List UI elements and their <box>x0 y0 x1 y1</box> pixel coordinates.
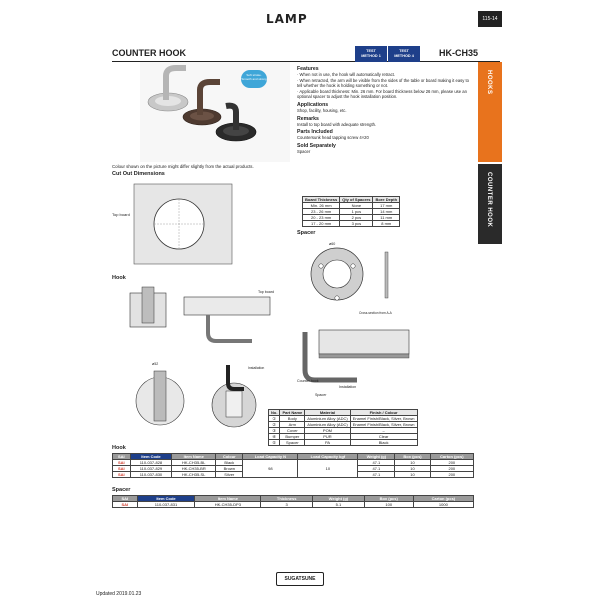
item-name: HK-CH35-DP3 <box>195 502 261 508</box>
sai-badge: SAI <box>113 466 131 472</box>
table-cell: 23 - 26 mm <box>303 209 340 215</box>
dim-52-label: ø52 <box>152 362 159 366</box>
col-header: No. <box>269 410 280 416</box>
remarks-text: Install to top board with adequate strength. <box>297 121 377 127</box>
category-tab[interactable] <box>478 62 502 162</box>
table-cell: ② <box>269 422 280 428</box>
method-4-line1: TEST <box>399 49 409 53</box>
load-capacity-n: 98 <box>243 460 298 478</box>
table-cell: Black <box>350 440 417 446</box>
item-carton: 200 <box>430 472 473 478</box>
item-name: HK-CH35-BL <box>172 460 216 466</box>
item-colour: Silver <box>216 472 243 478</box>
col-header: Weight (g) <box>313 496 365 502</box>
item-carton: 1000 <box>413 502 473 508</box>
col-header: SAI <box>113 496 138 502</box>
load-capacity-kgf: 10 <box>298 460 358 478</box>
feature-item: · When not in use, the hook will automatically retract. <box>297 72 395 77</box>
table-cell: 2 pcs <box>340 215 373 221</box>
features-heading: Features <box>297 66 319 72</box>
test-method-4-badge <box>388 46 420 62</box>
feature-item: · Applicable board thickness: Min. 26 mm. For board thickness below 26 mm, please use an optional spacer to adjust the hook installation position. <box>297 88 467 100</box>
sold-separately-heading: Sold Separately <box>297 142 336 149</box>
dim-60-label: ø60 <box>329 242 336 246</box>
table-cell: None <box>340 203 373 209</box>
cutout-drawing <box>112 180 288 272</box>
table-cell: ① <box>269 416 280 422</box>
model-number: HK-CH35 <box>439 48 479 58</box>
item-colour: Brown <box>216 466 243 472</box>
item-colour: Black <box>216 460 243 466</box>
parts-text: Countersunk head tapping screw 4×20 <box>297 135 369 141</box>
brand-logo: LAMP <box>266 12 308 26</box>
table-row <box>269 440 418 446</box>
col-header: Carton (pcs) <box>413 496 473 502</box>
hooks-illustration <box>140 62 290 162</box>
item-name: HK-CH35-BR <box>172 466 216 472</box>
method-1-line1: TEST <box>366 49 376 53</box>
installation-label: Installation <box>248 366 265 370</box>
col-header: Box (pcs) <box>364 496 413 502</box>
table-cell: 17 - 20 mm <box>303 221 340 227</box>
col-header: Material <box>305 410 350 416</box>
table-cell: 3 pcs <box>340 221 373 227</box>
item-box: 10 <box>395 466 430 472</box>
table-cell: 11 mm <box>373 215 400 221</box>
table-row <box>269 416 418 422</box>
table-cell: Aluminium Alloy (ADC) <box>305 416 350 422</box>
col-header: Carton (pcs) <box>430 454 473 460</box>
col-header: Board Thickness <box>303 197 340 203</box>
sugatsune-logo: SUGATSUNE <box>276 572 324 586</box>
item-box: 10 <box>395 460 430 466</box>
installation-label-2: Installation <box>339 385 357 389</box>
product-label: COUNTER HOOK <box>486 172 492 228</box>
table-cell: ⑤ <box>269 440 280 446</box>
brown-hook <box>183 82 221 125</box>
item-code: 110-037-830 <box>130 472 172 478</box>
product-tab[interactable] <box>478 164 502 244</box>
col-header: Load Capacity kgf <box>298 454 358 460</box>
table-cell: Enamel Finish/Black, Silver, Brown <box>350 422 417 428</box>
table-cell: Arm <box>280 422 305 428</box>
page-title: COUNTER HOOK <box>112 48 186 58</box>
spacer-label: Spacer <box>315 393 327 397</box>
table-cell: 8 mm <box>373 221 400 227</box>
soft-stroke-badge: Soft stroke. Smooth and strong <box>241 70 267 88</box>
item-box: 100 <box>364 502 413 508</box>
remarks-heading: Remarks <box>297 115 319 122</box>
table-cell: ③ <box>269 428 280 434</box>
table-cell: PUR <box>305 434 350 440</box>
feature-item: · When retracted, the arm will be visible from the sides of the table or board making it easy to tell whether the hook is holding something or not. <box>297 77 469 89</box>
table-cell: Enamel Finish/Black, Silver, Brown <box>350 416 417 422</box>
method-4-line2: METHOD 4 <box>394 54 414 58</box>
features-block <box>297 64 473 154</box>
col-header: Part Name <box>280 410 305 416</box>
parts-material-table <box>268 409 418 446</box>
item-weight: 47.1 <box>358 460 395 466</box>
item-carton: 200 <box>430 466 473 472</box>
sai-badge: SAI <box>113 472 131 478</box>
col-header: Colour <box>216 454 243 460</box>
col-header: Finish / Colour <box>350 410 417 416</box>
table-cell: Clear <box>350 434 417 440</box>
table-cell: Cover <box>280 428 305 434</box>
hook-arm-side <box>208 315 252 341</box>
top-board-label: Top board <box>112 212 130 217</box>
item-code: 110-037-831 <box>137 502 195 508</box>
table-row <box>303 209 400 215</box>
test-method-1-badge <box>355 46 387 62</box>
item-weight: 47.1 <box>358 472 395 478</box>
table-cell: – <box>350 428 417 434</box>
hook-heading: Hook <box>112 275 126 281</box>
spacer-table-heading: Spacer <box>112 487 131 493</box>
board-thickness-table <box>302 196 400 227</box>
col-header: Qty of Spacers <box>340 197 373 203</box>
table-cell: Min. 26 mm <box>303 203 340 209</box>
item-code: 110-037-829 <box>130 466 172 472</box>
cutout-heading: Cut Out Dimensions <box>112 171 165 177</box>
cross-section-label: Cross-section from A-A <box>359 311 392 315</box>
applications-heading: Applications <box>297 101 329 108</box>
col-header: Item Name <box>195 496 261 502</box>
col-header: Bore Depth <box>373 197 400 203</box>
table-row <box>303 203 400 209</box>
col-header: Item Code <box>137 496 195 502</box>
counter-hook-label: Counter hook <box>297 379 319 383</box>
table-cell: Bumper <box>280 434 305 440</box>
table-row <box>303 221 400 227</box>
sold-separately-text: Spacer <box>297 148 311 154</box>
table-cell: 17 mm <box>373 203 400 209</box>
item-box: 10 <box>395 472 430 478</box>
item-thickness: 3 <box>261 502 313 508</box>
col-header: Weight (g) <box>358 454 395 460</box>
spacer-drawing <box>297 238 473 318</box>
hook-drawing <box>112 283 292 443</box>
item-weight: 47.1 <box>358 466 395 472</box>
spacer-side-view <box>385 252 388 298</box>
table-cell: Body <box>280 416 305 422</box>
top-board-2-label: Top board <box>258 290 274 294</box>
col-header: Item Code <box>130 454 172 460</box>
col-header: Box (pcs) <box>395 454 430 460</box>
spacer-order-table <box>112 495 474 508</box>
parts-heading: Parts Included <box>297 129 333 136</box>
hook-table-heading: Hook <box>112 445 126 451</box>
category-label: HOOKS <box>486 70 492 95</box>
applications-text: Shop, facility, housing, etc. <box>297 107 347 113</box>
black-hook <box>216 106 256 141</box>
silver-hook <box>148 68 188 111</box>
table-row <box>269 422 418 428</box>
installation-drawing <box>297 322 473 402</box>
spacer-heading: Spacer <box>297 230 316 236</box>
table-cell: PA <box>305 440 350 446</box>
item-carton: 200 <box>430 460 473 466</box>
item-code: 110-037-828 <box>130 460 172 466</box>
table-row <box>303 215 400 221</box>
table-cell: 1 pcs <box>340 209 373 215</box>
table-row[interactable] <box>113 502 474 508</box>
table-cell: 14 mm <box>373 209 400 215</box>
sai-badge: SAI <box>113 502 138 508</box>
hook-order-table <box>112 453 474 478</box>
item-weight: 5.1 <box>313 502 365 508</box>
page-number: 115-14 <box>478 11 502 27</box>
table-cell: ④ <box>269 434 280 440</box>
table-cell: Spacer <box>280 440 305 446</box>
method-1-line2: METHOD 1 <box>361 54 381 58</box>
col-header: Load Capacity N <box>243 454 298 460</box>
product-photo <box>140 62 290 162</box>
table-cell: Aluminium Alloy (ADC) <box>305 422 350 428</box>
col-header: Item Name <box>172 454 216 460</box>
sai-badge: SAI <box>113 460 131 466</box>
table-cell: POM <box>305 428 350 434</box>
col-header: SAI <box>113 454 131 460</box>
photo-caption: Colour shown on the picture might differ slightly from the actual products. <box>112 164 254 169</box>
table-cell: 20 - 23 mm <box>303 215 340 221</box>
updated-date: Updated 2019.01.23 <box>96 591 142 597</box>
item-name: HK-CH35-SL <box>172 472 216 478</box>
col-header: Thickness <box>261 496 313 502</box>
